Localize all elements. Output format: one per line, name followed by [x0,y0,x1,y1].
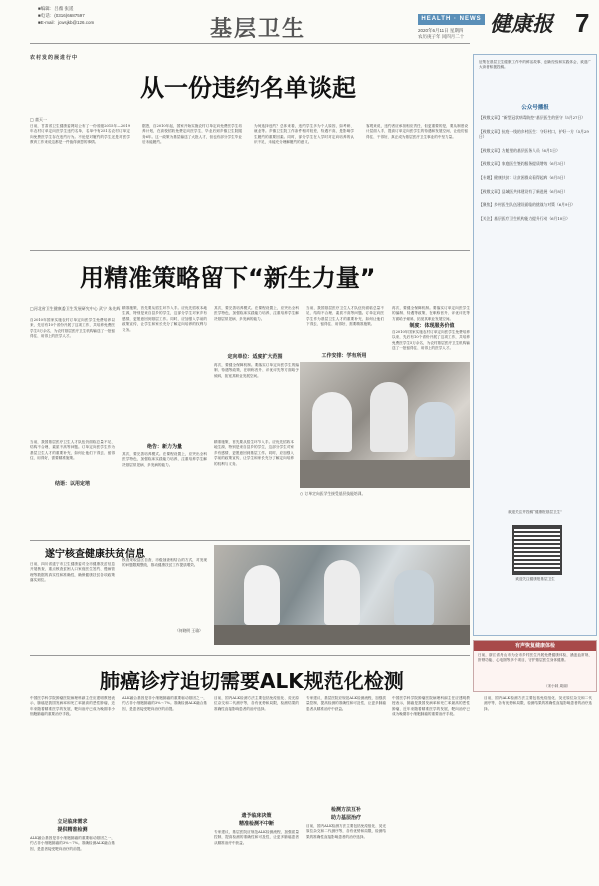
article3-subhead: 精准检测不中断 [238,821,274,827]
lunar-date-line: 农历庚子年 闰四月二十 [418,34,465,39]
divider [30,540,470,541]
sidebar-intro: 征集在基层卫生健康工作中的鲜活故事、创新经验和实践体会，欢迎广大读者积极投稿。 [479,60,591,70]
article3-paragraph: 目前，国内ALK检测方法主要包括免疫组化、荧光原位杂交和二代测序等，各有优势和局限，检测结果的准确性直接影响患者的治疗选择。 [306,824,386,839]
article1-body [30,124,470,244]
sidebar-item[interactable]: 【致敬文章】“新型冠状病毒防控”基层医生的坚守（5月27日） [479,115,586,120]
sidebar-item[interactable]: 【致敬文章】方舱里的基层医务人员（6月1日） [479,147,560,153]
article1-paragraph: 客观来说，违约者应承担相应责任，但更重要的是，要从制度设计层面入手，提高订单定向医学生的待遇和发展空间，让他们留得住、干得好，真正成为基层医疗卫生事业的中坚力量。 [366,124,468,139]
article3-title: 肺癌诊疗迫切需要ALK规范化检测 [100,669,404,693]
sidebar-item[interactable]: 【致敬文章】抗疫一线的乡村医生：守好村口，护好一方（5月29日） [479,128,589,140]
article3-paragraph: 目前，国内ALK检测方法主要包括免疫组化、荧光原位杂交和二代测序等，各有优势和局限，检测结果的准确性直接影响患者的治疗选择。 [214,696,299,711]
news-brief-paragraph: 日前，四川省遂宁市卫生健康委对全市健康扶贫信息开展核查，重点核查贫困人口家庭医生签约、慢病管理等数据的真实性和准确性，确保健康扶贫各项政策落实到位。 [30,562,115,583]
article3-paragraph: 中国医学科学院肿瘤医院病理科副主任应建明教授表示，肺癌是我国发病率和死亡率最高的恶性肿瘤，近年来随着精准医学的发展，靶向治疗已成为晚期非小细胞肺癌的重要治疗手段。 [30,696,115,717]
promo-author: （宋小妹 周丽） [544,684,571,688]
article2-title: 用精准策略留下“新生力量” [80,264,376,292]
phone-info: ■电话：(0316)6687597 [38,13,85,18]
article3-paragraph: ALK融合基因是非小细胞肺癌的重要驱动基因之一，约占非小细胞肺癌的3%～7%。准确检测ALK融合基因，是患者接受靶向治疗的前提。 [122,696,207,711]
article2-paragraph: 当前，我国基层医疗卫生人才队伍仍面临总量不足、结构不合理、素质不高等问题。订单定向医学生作为基层卫生人才的重要补充，如何让他们下得去、留得住、用得好，需要精准施策。 [30,440,115,461]
qr-code-icon[interactable] [512,525,562,575]
patient-figure [415,402,455,457]
article2-paragraph: 精准施策，首先要从招生环节入手。应优先招收本地生源，特别是来自县乡的学生，这部分学生对家乡有感情，更愿意回到基层工作。同时，应加强入学前的政策宣传，让学生和家长充分了解定向培养的权利与义务。 [122,306,207,332]
masthead [0,0,599,42]
article3-subhead: 遗予临床决策 [241,813,272,819]
sidebar-item[interactable]: 【专题】健康扶贫：让贫困群众看得起病（6月5日） [479,174,568,180]
doctor-figure [370,382,408,452]
article2-photo-caption: ○ 订单定向医学生接受基层技能培训。 [300,491,366,496]
article2-subhead: 定向单位：适度扩大范围 [227,354,283,360]
newspaper-brand: 健康报 [490,11,553,36]
article2-paragraph: 精准施策，首先要从招生环节入手。应优先招收本地生源，特别是来自县乡的学生，这部分学生对家乡有感情，更愿意回到基层工作。同时，应加强入学前的政策宣传，让学生和家长充分了解定向培养的权利与义务。 [214,440,294,466]
article2-subhead: 工作安排：学有所用 [321,353,367,359]
article3-subhead: 助力基层治疗 [330,815,361,821]
news-brief-author: （何晓明 王瑜） [175,628,203,633]
sidebar-scan-text: 欢迎关注并投稿“健康报基层卫生” [508,510,562,514]
promo-box [473,640,597,692]
sidebar-item[interactable]: 【致敬文章】县域医共体建设有了新进展（6月8日） [479,188,568,194]
table-surface [300,460,470,488]
sidebar-item[interactable]: 【聚焦】乡村医生队伍建设面临的挑战与对策（6月9日） [479,202,575,208]
article3-paragraph: 专家建议，基层医院应规范ALK检测流程，加强质量控制，提高检测的准确性和可及性，让更多肺癌患者从精准治疗中获益。 [306,696,386,711]
sidebar-item[interactable]: 【致敬文章】家庭医生签约服务提质增效（6月3日） [479,161,568,167]
page-number: 7 [575,8,590,38]
sidebar-heading: 公众号播报 [521,105,549,111]
article3-subhead: 检测方法互补 [330,807,361,813]
article1-byline: □ 童天一 [30,117,48,122]
article2-byline: □河北省卫生健康委卫生发展研究中心 武宁 朱先辉 [30,306,121,311]
article3-subhead: 立足临床需求 [57,819,88,825]
divider [30,250,470,251]
doctor-figure [244,565,280,625]
qr-caption: 欢迎关注健康报基层卫生 [515,577,555,581]
section-tag: 农村发的展进行中 [30,55,79,61]
sidebar-item[interactable]: 【关注】基层医疗卫生机构能力提升行动（6月10日） [479,215,570,221]
training-photo [300,362,470,488]
article1-title: 从一份违约名单谈起 [140,74,356,102]
divider [30,655,470,656]
promo-text: 日前，浙江省舟山市为全市乡村医生开展免费健康体检，涵盖血常规、肝肾功能、心电图等多个项目，守护基层医生身体健康。 [478,653,592,663]
promo-title: 有声恢复健康体检 [474,641,596,651]
doctor-figure [312,392,352,452]
article3-paragraph: 专家建议，基层医院应规范ALK检测流程，加强质量控制，提高检测的准确性和可及性，让更多肺癌患者从精准治疗中获益。 [214,830,299,845]
article2-subhead: 制度：体现服务价值 [409,323,455,329]
article1-paragraph: 据悉，自2010年起，国家开始实施农村订单定向免费医学生培养计划，在高校招收免费定向医学生，毕业后到乡镇卫生院服务6年。这一政策为基层输送了大批人才，但也有部分学生毕业后未能履约。 [142,124,242,145]
article2-paragraph: 其次，要完善培养模式。在课程设置上，应突出全科医学特色，加强临床实践能力培养，注重培养学生解决基层常见病、多发病的能力。 [122,452,207,467]
article2-paragraph: 当前，我国基层医疗卫生人才队伍仍面临总量不足、结构不合理、素质不高等问题。订单定向医学生作为基层卫生人才的重要补充，如何让他们下得去、留得住、用得好，需要精准施策。 [306,306,384,327]
date-line: 2020年6月11日 星期四 [418,28,464,33]
meeting-photo [214,545,470,645]
patient-figure [394,570,434,625]
editor-info: ■编辑：吕薇 张遥 [38,6,74,11]
article1-paragraph: 为何选择违约？总体来看，违约学生多为个人原因，如考研、就业等。乡镇卫生院工作条件相对较差，待遇不高，是影响学生履约的重要因素。同时，部分学生在入学时对定向培养的认识不足，未能充分理解履约的意义。 [254,124,354,145]
article2-paragraph: 再次，要健全保障机制。要落实订单定向医学生的编制、待遇等政策，在职称晋升、评优评先等方面给予倾斜，拓宽其职业发展空间。 [214,363,299,378]
email-info: ■E-mail：jcwsjkb@126.com [38,20,95,25]
article2-subhead: 结语：以用定培 [54,481,90,487]
article2-paragraph: 自2010年国家实施农村订单定向医学生免费培养以来，先后有10个省份开展了这项工作，共培养免费医学生5万余名，为农村基层医疗卫生机构输送了一批留得住、用得上的医学人才。 [30,318,115,339]
health-news-badge: HEALTH · NEWS [418,14,485,25]
article2-paragraph: 再次，要健全保障机制。要落实订单定向医学生的编制、待遇等政策，在职称晋升、评优评先等方面给予倾斜，拓宽其职业发展空间。 [392,306,470,321]
news-brief-paragraph: 核查采取县区自查、市级抽查相结合的方式，对发现的问题限期整改，推动健康扶贫工作提质增效。 [122,558,207,568]
article3-paragraph: 目前，国内ALK检测方法主要包括免疫组化、荧光原位杂交和二代测序等，各有优势和局限，检测结果的准确性直接影响患者的治疗选择。 [484,696,592,711]
header-rule [30,43,470,44]
page-section-title: 基层卫生 [210,16,307,42]
table-surface [214,625,470,645]
sidebar-list [479,115,591,229]
photo-mid-caption: 绝告：新力为量 [146,444,182,450]
doctor-figure [324,560,360,625]
sidebar-panel [473,54,597,636]
article1-paragraph: 日前，甘肃省卫生健康委网站公布了一份省级2015年—2019年农村订单定向医学生违约名单，名单中有251名农村订单定向免费医学生存在违约行为。不论是对履约的学生还是对医学教育工作来说这都是一件值得深思的事情。 [30,124,130,145]
article3-paragraph: ALK融合基因是非小细胞肺癌的重要驱动基因之一，约占非小细胞肺癌的3%～7%。准确检测ALK融合基因，是患者接受靶向治疗的前提。 [30,836,115,851]
article3-paragraph: 中国医学科学院肿瘤医院病理科副主任应建明教授表示，肺癌是我国发病率和死亡率最高的恶性肿瘤，近年来随着精准医学的发展，靶向治疗已成为晚期非小细胞肺癌的重要治疗手段。 [392,696,470,717]
article2-paragraph: 自2010年国家实施农村订单定向医学生免费培养以来，先后有10个省份开展了这项工作，共培养免费医学生5万余名，为农村基层医疗卫生机构输送了一批留得住、用得上的医学人才。 [392,330,470,351]
article3-subhead: 提供精准检测 [57,827,88,833]
news-brief-title: 遂宁核查健康扶贫信息 [45,549,145,560]
article2-paragraph: 其次，要完善培养模式。在课程设置上，应突出全科医学特色，加强临床实践能力培养，注重培养学生解决基层常见病、多发病的能力。 [214,306,299,321]
